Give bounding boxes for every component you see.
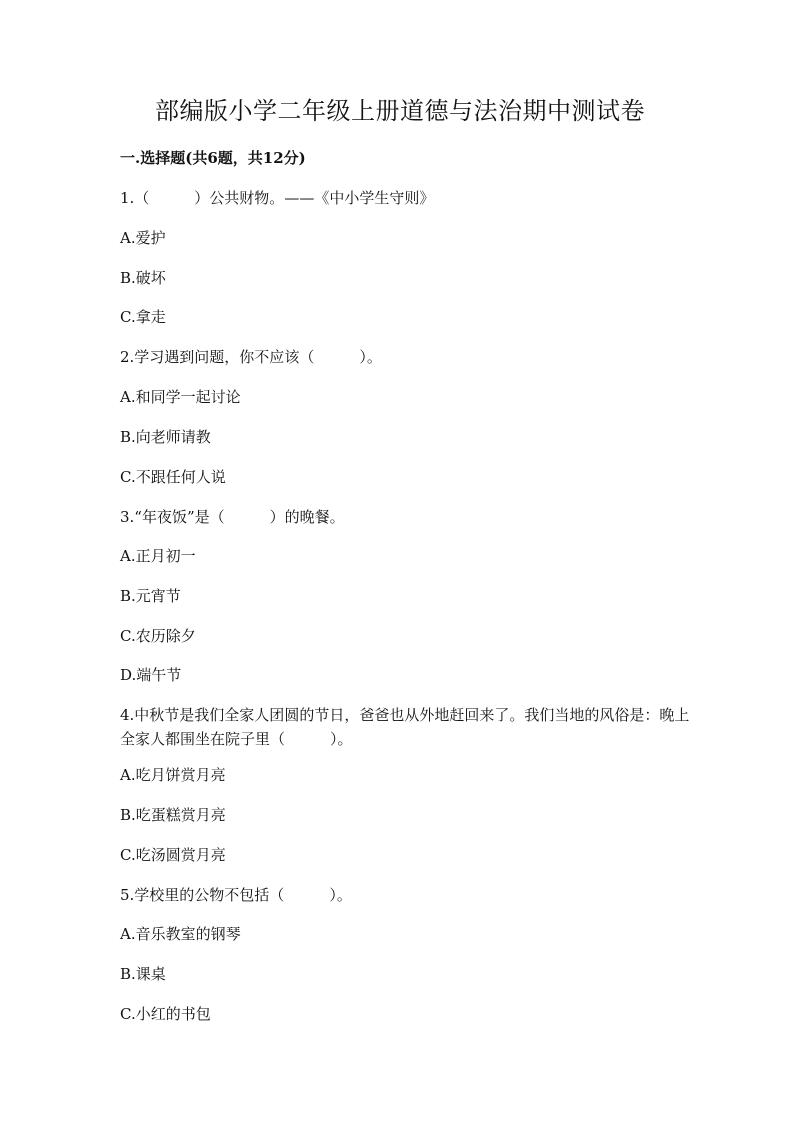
- question-3-stem: 3.“年夜饭”是（ ）的晚餐。: [120, 508, 345, 526]
- section-heading: 一.选择题(共6题，共12分): [120, 149, 306, 167]
- question-1-option-b: B.破坏: [120, 269, 166, 287]
- question-1-option-c: C.拿走: [120, 308, 166, 326]
- question-5-option-a: A.音乐教室的钢琴: [120, 925, 241, 943]
- question-3-option-a: A.正月初一: [120, 547, 196, 565]
- question-4-stem: 4.中秋节是我们全家人团圆的节日，爸爸也从外地赶回来了。我们当地的风俗是：晚上全家人都围坐在院子里（ ）。: [120, 706, 690, 748]
- exam-title: 部编版小学二年级上册道德与法治期中测试卷: [155, 97, 645, 125]
- question-5-option-b: B.课桌: [120, 965, 166, 983]
- question-4-option-a: A.吃月饼赏月亮: [120, 766, 226, 784]
- question-2-option-c: C.不跟任何人说: [120, 468, 226, 486]
- question-5-option-c: C.小红的书包: [120, 1005, 211, 1023]
- question-4-option-b: B.吃蛋糕赏月亮: [120, 806, 226, 824]
- question-2-option-b: B.向老师请教: [120, 428, 211, 446]
- question-2-option-a: A.和同学一起讨论: [120, 388, 241, 406]
- question-3-option-d: D.端午节: [120, 666, 182, 684]
- question-3-option-c: C.农历除夕: [120, 627, 196, 645]
- question-4-option-c: C.吃汤圆赏月亮: [120, 846, 226, 864]
- question-5-stem: 5.学校里的公物不包括（ ）。: [120, 886, 352, 904]
- question-1-option-a: A.爱护: [120, 229, 166, 247]
- question-3-option-b: B.元宵节: [120, 587, 181, 605]
- question-2-stem: 2.学习遇到问题，你不应该（ ）。: [120, 348, 382, 366]
- question-1-stem: 1.（ ）公共财物。——《中小学生守则》: [120, 189, 435, 207]
